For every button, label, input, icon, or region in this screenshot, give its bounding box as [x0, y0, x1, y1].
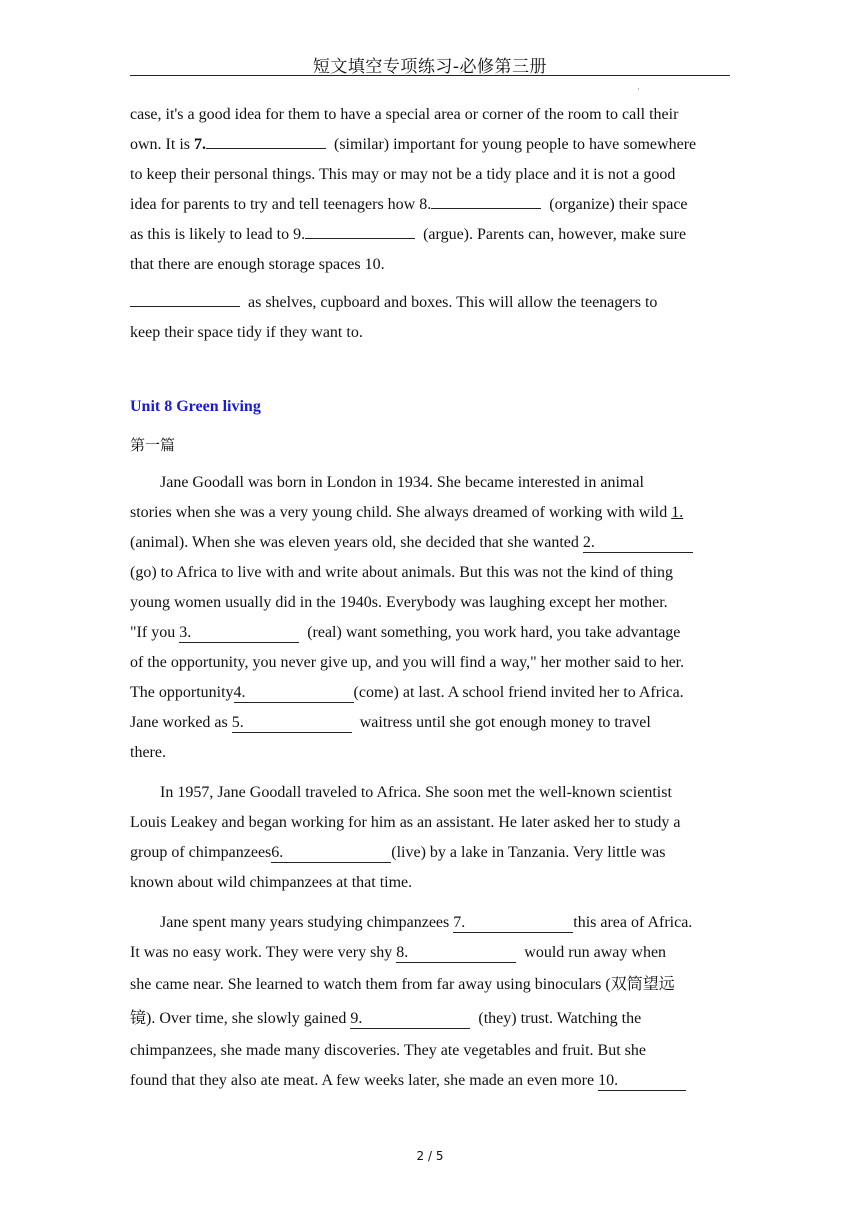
text-span: It was no easy work. They were very shy: [130, 944, 397, 961]
document-header-title: 短文填空专项练习-必修第三册: [312, 57, 548, 77]
answer-blank[interactable]: [598, 1072, 686, 1091]
text-line: [130, 908, 736, 938]
text-span: (organize) their space: [549, 196, 688, 213]
text-line: [130, 190, 736, 220]
answer-blank[interactable]: [232, 714, 352, 733]
answer-blank[interactable]: [583, 534, 693, 553]
text-line: [130, 528, 736, 558]
header-rule: [130, 75, 730, 76]
text-line: young women usually did in the 1940s. Everybody was laughing except her mother.: [130, 594, 668, 611]
text-span: (live) by a lake in Tanzania. Very little was: [391, 844, 666, 861]
unit-heading: Unit 8 Green living: [130, 398, 261, 415]
text-line: [130, 708, 736, 738]
blank-number: 1.: [671, 504, 684, 521]
blank-number: 5.: [231, 714, 244, 731]
text-line: (go) to Africa to live with and write about animals. But this was not the kind of thing: [130, 564, 674, 581]
text-line: [130, 1002, 736, 1036]
text-span: Jane worked as: [130, 714, 232, 731]
header-dot: ·: [637, 84, 640, 94]
answer-blank[interactable]: [234, 684, 354, 703]
text-span: (argue). Parents can, however, make sure: [423, 226, 687, 243]
answer-blank[interactable]: [453, 914, 573, 933]
answer-blank[interactable]: [271, 844, 391, 863]
text-line: there.: [130, 744, 166, 761]
text-span: own. It is: [130, 136, 194, 153]
answer-blank[interactable]: [396, 944, 516, 963]
text-span: found that they also ate meat. A few weeks later, she made an even more: [130, 1072, 599, 1089]
text-span: (real) want something, you work hard, you take advantage: [307, 624, 681, 641]
text-span: The opportunity: [130, 684, 234, 701]
text-span: stories when she was a very young child. She always dreamed of working with wild: [130, 504, 672, 521]
text-line: [130, 838, 736, 868]
blank-number: 10.: [598, 1072, 619, 1089]
page-body: [130, 100, 736, 1096]
blank-number: 2.: [582, 534, 595, 551]
text-line: [130, 1066, 736, 1096]
text-line: [130, 220, 736, 250]
answer-blank[interactable]: [130, 288, 240, 307]
answer-blank[interactable]: [305, 220, 415, 239]
text-line: she came near. She learned to watch them from far away using binoculars (双筒望远: [130, 976, 675, 993]
answer-blank[interactable]: [431, 190, 541, 209]
text-line: [130, 130, 736, 160]
blank-number: 8.: [396, 944, 409, 961]
text-span: this area of Africa.: [573, 914, 693, 931]
text-line: In 1957, Jane Goodall traveled to Africa. She soon met the well-known scientist: [160, 784, 672, 801]
text-line: that there are enough storage spaces 10.: [130, 256, 385, 273]
blank-number: 6.: [271, 844, 284, 861]
text-span: "If you: [130, 624, 180, 641]
blank-number: 7.: [194, 136, 206, 153]
text-span: as this is likely to lead to 9.: [130, 226, 306, 243]
blank-number: 9.: [350, 1010, 363, 1027]
text-line: case, it's a good idea for them to have a special area or corner of the room to call their: [130, 106, 679, 123]
text-span: would run away when: [524, 944, 667, 961]
text-span: (they) trust. Watching the: [478, 1010, 642, 1027]
text-line: [130, 498, 736, 528]
answer-blank[interactable]: [350, 1010, 470, 1029]
text-line: Jane Goodall was born in London in 1934. She became interested in animal: [160, 474, 644, 491]
text-line: known about wild chimpanzees at that time.: [130, 874, 413, 891]
blank-number: 4.: [233, 684, 246, 701]
text-span: group of chimpanzees: [130, 844, 272, 861]
answer-blank[interactable]: [179, 624, 299, 643]
text-line: chimpanzees, she made many discoveries. They ate vegetables and fruit. But she: [130, 1042, 646, 1059]
text-span: Jane spent many years studying chimpanzees: [160, 914, 454, 931]
text-span: idea for parents to try and tell teenagers how 8.: [130, 196, 432, 213]
text-line: [130, 938, 736, 968]
blank-number: 3.: [179, 624, 192, 641]
text-line: to keep their personal things. This may or may not be a tidy place and it is not a good: [130, 166, 676, 183]
text-span: (similar) important for young people to have somewhere: [334, 136, 697, 153]
text-line: [130, 618, 736, 648]
text-span: waitress until she got enough money to travel: [359, 714, 651, 731]
blank-number: 7.: [453, 914, 466, 931]
text-span: (come) at last. A school friend invited her to Africa.: [353, 684, 684, 701]
text-line: keep their space tidy if they want to.: [130, 324, 363, 341]
text-span: 镜). Over time, she slowly gained: [130, 1010, 351, 1027]
text-line: Louis Leakey and began working for him as an assistant. He later asked her to study a: [130, 814, 681, 831]
text-line: [130, 678, 736, 708]
text-span: as shelves, cupboard and boxes. This will allow the teenagers to: [248, 294, 658, 311]
page-number: 2 / 5: [416, 1149, 444, 1163]
text-line: of the opportunity, you never give up, and you will find a way," her mother said to her.: [130, 654, 685, 671]
passage-label: 第一篇: [130, 436, 176, 454]
answer-blank[interactable]: [206, 130, 326, 149]
text-line: [130, 288, 736, 318]
text-span: (animal). When she was eleven years old, she decided that she wanted: [130, 534, 583, 551]
